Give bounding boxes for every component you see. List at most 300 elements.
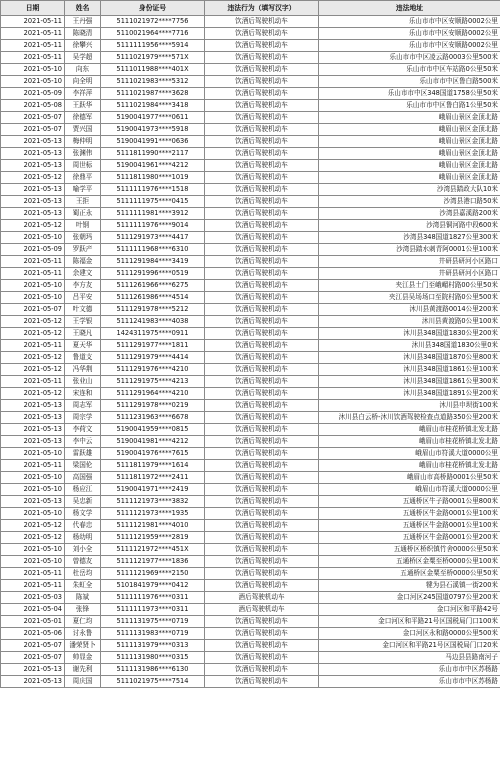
cell-violation: 饮酒后驾驶机动车 <box>205 472 319 484</box>
cell-id-number: 5111011988****401X <box>101 64 205 76</box>
cell-name: 王跃华 <box>65 100 101 112</box>
table-row <box>1 640 500 652</box>
cell-violation: 饮酒后驾驶机动车 <box>205 100 319 112</box>
cell-id-number: 5111291978****5212 <box>101 304 205 316</box>
cell-id-number: 5111291978****0219 <box>101 400 205 412</box>
cell-violation: 饮酒后驾驶机动车 <box>205 520 319 532</box>
cell-address: 乐山市市中区348国道1758公里50米 <box>319 88 500 100</box>
cell-name: 张渊伟 <box>65 148 101 160</box>
cell-name: 杨文学 <box>65 508 101 520</box>
cell-date: 2021-05-10 <box>1 484 65 496</box>
table-row <box>1 652 500 664</box>
cell-id-number: 5111131980****0315 <box>101 652 205 664</box>
table-row <box>1 184 500 196</box>
cell-address: 沐川县黄渡路0公里100米 <box>319 316 500 328</box>
header-violation: 违法行为（填写汉字） <box>205 1 319 16</box>
table-row <box>1 304 500 316</box>
cell-violation: 饮酒后驾驶机动车 <box>205 160 319 172</box>
cell-violation: 饮酒后驾驶机动车 <box>205 232 319 244</box>
cell-date: 2021-05-10 <box>1 232 65 244</box>
table-row <box>1 460 500 472</box>
cell-violation: 饮酒后驾驶机动车 <box>205 184 319 196</box>
cell-id-number: 5111241983****4038 <box>101 316 205 328</box>
cell-date: 2021-05-13 <box>1 208 65 220</box>
cell-address: 沙湾县踏水刺青阿0001公里100米 <box>319 244 500 256</box>
cell-address: 乐山市市中区苏杨路 <box>319 664 500 676</box>
cell-violation: 饮酒后驾驶机动车 <box>205 388 319 400</box>
cell-address: 沐川县348国道1891公里200米 <box>319 388 500 400</box>
cell-id-number: 5101841979****0412 <box>101 580 205 592</box>
cell-address: 五通桥区金粟至桥0000公里50米 <box>319 568 500 580</box>
cell-address: 五通桥区牛金路0001公里200米 <box>319 532 500 544</box>
cell-name: 宋连和 <box>65 388 101 400</box>
cell-date: 2021-05-12 <box>1 364 65 376</box>
cell-violation: 饮酒后驾驶机动车 <box>205 172 319 184</box>
cell-date: 2021-05-12 <box>1 388 65 400</box>
table-row <box>1 244 500 256</box>
cell-violation: 饮酒后驾驶机动车 <box>205 304 319 316</box>
cell-id-number: 5111021987****3628 <box>101 88 205 100</box>
cell-id-number: 5111291975****4213 <box>101 376 205 388</box>
cell-violation: 饮酒后驾驶机动车 <box>205 316 319 328</box>
header-name: 姓名 <box>65 1 101 16</box>
table-row <box>1 544 500 556</box>
cell-date: 2021-05-13 <box>1 160 65 172</box>
cell-address: 峨眉山景区金顶北路 <box>319 136 500 148</box>
cell-date: 2021-05-13 <box>1 436 65 448</box>
cell-address: 五通桥区金粟至桥0000公里100米 <box>319 556 500 568</box>
cell-date: 2021-05-12 <box>1 316 65 328</box>
cell-address: 峨眉山市符溪大道0000公里 <box>319 484 500 496</box>
table-row <box>1 436 500 448</box>
cell-name: 刘小全 <box>65 544 101 556</box>
cell-violation: 饮酒后驾驶机动车 <box>205 124 319 136</box>
cell-id-number: 5111021975****7514 <box>101 676 205 688</box>
cell-violation: 饮酒后驾驶机动车 <box>205 376 319 388</box>
cell-date: 2021-05-10 <box>1 556 65 568</box>
cell-violation: 饮酒后驾驶机动车 <box>205 652 319 664</box>
cell-name: 张锋 <box>65 604 101 616</box>
cell-name: 周志军 <box>65 400 101 412</box>
cell-address: 乐山市市中区安顺路0002公里 <box>319 28 500 40</box>
cell-id-number: 5111121973****1935 <box>101 508 205 520</box>
cell-address: 夹江县土门至峨嵋村路00公里50米 <box>319 280 500 292</box>
cell-id-number: 5190041981****4212 <box>101 436 205 448</box>
cell-date: 2021-05-11 <box>1 28 65 40</box>
cell-date: 2021-05-11 <box>1 376 65 388</box>
cell-id-number: 5111121959****2819 <box>101 532 205 544</box>
cell-name: 李中云 <box>65 436 101 448</box>
cell-id-number: 5190041959****0815 <box>101 424 205 436</box>
cell-violation: 饮酒后驾驶机动车 <box>205 580 319 592</box>
table-row <box>1 208 500 220</box>
cell-id-number: 5111291976****4210 <box>101 364 205 376</box>
cell-violation: 饮酒后驾驶机动车 <box>205 640 319 652</box>
cell-date: 2021-05-13 <box>1 424 65 436</box>
table-row <box>1 52 500 64</box>
cell-address: 乐山市市中区鲁白路500米 <box>319 76 500 88</box>
cell-name: 代春忠 <box>65 520 101 532</box>
cell-date: 2021-05-07 <box>1 304 65 316</box>
table-row <box>1 220 500 232</box>
cell-date: 2021-05-12 <box>1 172 65 184</box>
cell-address: 乐山市市中区安顺路0002公里 <box>319 40 500 52</box>
cell-name: 周庆国 <box>65 676 101 688</box>
cell-address: 峨眉山市桂花桥镇北发北路 <box>319 460 500 472</box>
cell-name: 夏仁均 <box>65 616 101 628</box>
cell-id-number: 5111291973****4417 <box>101 232 205 244</box>
table-row <box>1 232 500 244</box>
cell-id-number: 5111021984****3418 <box>101 100 205 112</box>
cell-date: 2021-05-11 <box>1 16 65 28</box>
cell-id-number: 5111811979****1614 <box>101 460 205 472</box>
cell-violation: 饮酒后驾驶机动车 <box>205 616 319 628</box>
cell-name: 陈福金 <box>65 256 101 268</box>
cell-address: 五通桥区牛子路0001公里800米 <box>319 496 500 508</box>
cell-name: 陈晓清 <box>65 28 101 40</box>
table-row <box>1 112 500 124</box>
cell-id-number: 5111261986****4514 <box>101 292 205 304</box>
cell-date: 2021-05-07 <box>1 652 65 664</box>
cell-date: 2021-05-04 <box>1 604 65 616</box>
cell-address: 峨眉山景区金顶北路 <box>319 148 500 160</box>
cell-date: 2021-05-13 <box>1 412 65 424</box>
cell-address: 峨眉山市符溪大道0000公里 <box>319 448 500 460</box>
cell-violation: 饮酒后驾驶机动车 <box>205 484 319 496</box>
cell-date: 2021-05-13 <box>1 196 65 208</box>
cell-address: 峨眉山景区金顶北路 <box>319 124 500 136</box>
cell-date: 2021-05-13 <box>1 676 65 688</box>
cell-violation: 饮酒后驾驶机动车 <box>205 400 319 412</box>
cell-date: 2021-05-08 <box>1 100 65 112</box>
cell-date: 2021-05-13 <box>1 184 65 196</box>
cell-id-number: 5111121981****4010 <box>101 520 205 532</box>
cell-address: 金口河区永和路0000公里500米 <box>319 628 500 640</box>
cell-id-number: 5111111976****1518 <box>101 184 205 196</box>
cell-violation: 饮酒后驾驶机动车 <box>205 136 319 148</box>
cell-address: 沙湾县港口路50米 <box>319 196 500 208</box>
cell-id-number: 5111131975****0719 <box>101 616 205 628</box>
cell-id-number: 5110021964****7716 <box>101 28 205 40</box>
cell-name: 曾德友 <box>65 556 101 568</box>
cell-date: 2021-05-13 <box>1 136 65 148</box>
cell-name: 张朝玛 <box>65 232 101 244</box>
table-body <box>1 16 500 688</box>
cell-name: 讨永鲁 <box>65 628 101 640</box>
cell-violation: 饮酒后驾驶机动车 <box>205 208 319 220</box>
cell-name: 蜀正永 <box>65 208 101 220</box>
table-row <box>1 76 500 88</box>
cell-address: 犍为县石溪镇一街200米 <box>319 580 500 592</box>
cell-violation: 饮酒后驾驶机动车 <box>205 292 319 304</box>
cell-id-number: 5111291984****3419 <box>101 256 205 268</box>
cell-address: 马边县县路南河子 <box>319 652 500 664</box>
cell-violation: 饮酒后驾驶机动车 <box>205 340 319 352</box>
cell-name: 王晓凡 <box>65 328 101 340</box>
cell-violation: 饮酒后驾驶机动车 <box>205 268 319 280</box>
cell-name: 徐德军 <box>65 112 101 124</box>
cell-name: 帅显金 <box>65 652 101 664</box>
cell-date: 2021-05-10 <box>1 64 65 76</box>
cell-name: 李方友 <box>65 280 101 292</box>
cell-violation: 饮酒后驾驶机动车 <box>205 28 319 40</box>
cell-date: 2021-05-11 <box>1 268 65 280</box>
cell-violation: 饮酒后驾驶机动车 <box>205 508 319 520</box>
cell-address: 峨眉山景区金顶北路 <box>319 172 500 184</box>
table-row <box>1 412 500 424</box>
table-row <box>1 580 500 592</box>
cell-date: 2021-05-10 <box>1 292 65 304</box>
cell-address: 乐山市市中区苏杨路 <box>319 676 500 688</box>
cell-violation: 饮酒后驾驶机动车 <box>205 436 319 448</box>
cell-date: 2021-05-11 <box>1 580 65 592</box>
table-row <box>1 148 500 160</box>
table-row <box>1 280 500 292</box>
table-row <box>1 496 500 508</box>
cell-date: 2021-05-11 <box>1 52 65 64</box>
cell-address: 金口河区和平路21号区国税局门口20米 <box>319 640 500 652</box>
cell-date: 2021-05-07 <box>1 640 65 652</box>
cell-name: 徐攀兴 <box>65 40 101 52</box>
cell-id-number: 5111811980****1019 <box>101 172 205 184</box>
table-row <box>1 28 500 40</box>
cell-name: 张业山 <box>65 376 101 388</box>
cell-date: 2021-05-12 <box>1 520 65 532</box>
cell-date: 2021-05-06 <box>1 628 65 640</box>
cell-address: 峨眉山市高桥路0001公里50米 <box>319 472 500 484</box>
table-row <box>1 400 500 412</box>
cell-name: 鲁道支 <box>65 352 101 364</box>
table-row <box>1 520 500 532</box>
cell-address: 乐山市市中区安顺路0002公里 <box>319 16 500 28</box>
cell-id-number: 5111111975****0415 <box>101 196 205 208</box>
cell-name: 王学银 <box>65 316 101 328</box>
cell-violation: 饮酒后驾驶机动车 <box>205 196 319 208</box>
cell-id-number: 5190041991****0636 <box>101 136 205 148</box>
cell-violation: 饮酒后驾驶机动车 <box>205 256 319 268</box>
table-row <box>1 676 500 688</box>
cell-address: 金口河区245国道0797公里200米 <box>319 592 500 604</box>
cell-name: 雷跃雄 <box>65 448 101 460</box>
cell-id-number: 5111231963****6678 <box>101 412 205 424</box>
cell-address: 沐川县白云桥-沐川饮酒驾驶检查点道路350公里200米 <box>319 412 500 424</box>
cell-violation: 饮酒后驾驶机动车 <box>205 496 319 508</box>
cell-date: 2021-05-12 <box>1 532 65 544</box>
cell-id-number: 5111131979****0313 <box>101 640 205 652</box>
cell-id-number: 5111121969****2150 <box>101 568 205 580</box>
cell-name: 叶文德 <box>65 304 101 316</box>
cell-violation: 饮酒后驾驶机动车 <box>205 352 319 364</box>
cell-violation: 饮酒后驾驶机动车 <box>205 76 319 88</box>
cell-id-number: 5111291979****4414 <box>101 352 205 364</box>
cell-violation: 饮酒后驾驶机动车 <box>205 244 319 256</box>
cell-violation: 饮酒后驾驶机动车 <box>205 220 319 232</box>
table-row <box>1 268 500 280</box>
header-address: 违法地址 <box>319 1 500 16</box>
cell-violation: 饮酒后驾驶机动车 <box>205 532 319 544</box>
cell-address: 五通桥区牛金路0001公里100米 <box>319 508 500 520</box>
cell-id-number: 5190041977****0611 <box>101 112 205 124</box>
cell-date: 2021-05-11 <box>1 568 65 580</box>
cell-violation: 饮酒后驾驶机动车 <box>205 544 319 556</box>
cell-address: 沐川县348国道1830公里200米 <box>319 328 500 340</box>
cell-violation: 饮酒后驾驶机动车 <box>205 424 319 436</box>
table-row <box>1 604 500 616</box>
cell-name: 杨应江 <box>65 484 101 496</box>
cell-id-number: 5190041961****4212 <box>101 160 205 172</box>
table-row <box>1 388 500 400</box>
cell-id-number: 5190041971****2419 <box>101 484 205 496</box>
cell-id-number: 5190041976****7615 <box>101 448 205 460</box>
cell-date: 2021-05-10 <box>1 280 65 292</box>
cell-date: 2021-05-10 <box>1 76 65 88</box>
table-row <box>1 568 500 580</box>
cell-name: 朱虹全 <box>65 580 101 592</box>
cell-date: 2021-05-13 <box>1 664 65 676</box>
table-row <box>1 256 500 268</box>
cell-name: 吴忠新 <box>65 496 101 508</box>
table-row <box>1 340 500 352</box>
cell-id-number: 5111131986****6130 <box>101 664 205 676</box>
cell-violation: 饮酒后驾驶机动车 <box>205 628 319 640</box>
cell-date: 2021-05-12 <box>1 328 65 340</box>
header-row <box>1 1 500 16</box>
cell-name: 冯华荆 <box>65 364 101 376</box>
cell-name: 余建文 <box>65 268 101 280</box>
table-row <box>1 352 500 364</box>
cell-name: 李祥萍 <box>65 88 101 100</box>
header-date: 日期 <box>1 1 65 16</box>
cell-violation: 饮酒后驾驶机动车 <box>205 412 319 424</box>
cell-address: 沙湾县348国道1827公里300米 <box>319 232 500 244</box>
cell-date: 2021-05-09 <box>1 244 65 256</box>
cell-id-number: 5111131983****0719 <box>101 628 205 640</box>
cell-date: 2021-05-07 <box>1 124 65 136</box>
cell-date: 2021-05-11 <box>1 256 65 268</box>
cell-address: 峨眉山市桂花桥镇北发北路 <box>319 424 500 436</box>
cell-address: 沙湾县铜河路中段600米 <box>319 220 500 232</box>
cell-date: 2021-05-11 <box>1 340 65 352</box>
cell-address: 沐川县348国道1861公里300米 <box>319 376 500 388</box>
cell-name: 吴学超 <box>65 52 101 64</box>
table-row <box>1 64 500 76</box>
cell-address: 金口河区和平路42号 <box>319 604 500 616</box>
table-row <box>1 160 500 172</box>
cell-violation: 饮酒后驾驶机动车 <box>205 664 319 676</box>
cell-date: 2021-05-12 <box>1 352 65 364</box>
table-row <box>1 376 500 388</box>
table-row <box>1 124 500 136</box>
cell-violation: 酒后驾驶机动车 <box>205 604 319 616</box>
table-row <box>1 316 500 328</box>
cell-id-number: 1424311975****0911 <box>101 328 205 340</box>
table-row <box>1 556 500 568</box>
cell-address: 井研县研河小区路口 <box>319 268 500 280</box>
cell-id-number: 5111811990****2117 <box>101 148 205 160</box>
cell-violation: 饮酒后驾驶机动车 <box>205 16 319 28</box>
cell-name: 向东 <box>65 64 101 76</box>
cell-date: 2021-05-10 <box>1 448 65 460</box>
cell-id-number: 5111111976****0311 <box>101 592 205 604</box>
cell-violation: 酒后驾驶机动车 <box>205 592 319 604</box>
cell-id-number: 5111121972****451X <box>101 544 205 556</box>
cell-name: 王拒 <box>65 196 101 208</box>
cell-date: 2021-05-07 <box>1 112 65 124</box>
cell-address: 井研县研河小区路口 <box>319 256 500 268</box>
cell-id-number: 5111111973****0311 <box>101 604 205 616</box>
cell-date: 2021-05-03 <box>1 592 65 604</box>
cell-name: 李荷文 <box>65 424 101 436</box>
cell-violation: 饮酒后驾驶机动车 <box>205 676 319 688</box>
cell-date: 2021-05-13 <box>1 148 65 160</box>
cell-name: 向全明 <box>65 76 101 88</box>
table-row <box>1 292 500 304</box>
table-row <box>1 472 500 484</box>
cell-id-number: 5111291964****4210 <box>101 388 205 400</box>
cell-name: 杜岳均 <box>65 568 101 580</box>
table-row <box>1 328 500 340</box>
cell-violation: 饮酒后驾驶机动车 <box>205 40 319 52</box>
header-id-number: 身份证号 <box>101 1 205 16</box>
cell-id-number: 5111111968****6310 <box>101 244 205 256</box>
cell-id-number: 5111291977****1811 <box>101 340 205 352</box>
cell-address: 金口河区和平路21号区国税局门口100米 <box>319 616 500 628</box>
cell-violation: 饮酒后驾驶机动车 <box>205 64 319 76</box>
cell-date: 2021-05-13 <box>1 400 65 412</box>
cell-id-number: 5111291996****0519 <box>101 268 205 280</box>
cell-address: 沙湾县踏政大队10米 <box>319 184 500 196</box>
cell-violation: 饮酒后驾驶机动车 <box>205 148 319 160</box>
cell-name: 喻学平 <box>65 184 101 196</box>
cell-address: 峨眉山景区金顶北路 <box>319 160 500 172</box>
cell-name: 罗跃产 <box>65 244 101 256</box>
cell-name: 谢先利 <box>65 664 101 676</box>
cell-address: 沐川县348国道1870公里800米 <box>319 352 500 364</box>
cell-address: 乐山市市中区凌云路0003公里500米 <box>319 52 500 64</box>
cell-address: 沐川县黄渡路0014公里200米 <box>319 304 500 316</box>
table-row <box>1 664 500 676</box>
cell-address: 乐山市市中区车站路0公里50米 <box>319 64 500 76</box>
table-row <box>1 136 500 148</box>
cell-address: 夹江县吴场场口至院村路0公里500米 <box>319 292 500 304</box>
cell-id-number: 5111121977****1836 <box>101 556 205 568</box>
cell-violation: 饮酒后驾驶机动车 <box>205 556 319 568</box>
cell-date: 2021-05-10 <box>1 472 65 484</box>
table-row <box>1 364 500 376</box>
cell-name: 周世标 <box>65 160 101 172</box>
cell-date: 2021-05-13 <box>1 496 65 508</box>
cell-address: 乐山市市中区鲁白路1公里50米 <box>319 100 500 112</box>
cell-id-number: 5111121973****3832 <box>101 496 205 508</box>
cell-id-number: 5111021972****7756 <box>101 16 205 28</box>
cell-address: 峨眉山景区金顶北路 <box>319 112 500 124</box>
cell-address: 沙湾县嘉溪路200米 <box>319 208 500 220</box>
cell-address: 峨眉山市桂花桥镇北发北路 <box>319 436 500 448</box>
cell-address: 沐川县348国道1830公里0米 <box>319 340 500 352</box>
cell-violation: 饮酒后驾驶机动车 <box>205 52 319 64</box>
cell-id-number: 5111021979****571X <box>101 52 205 64</box>
cell-id-number: 5111111981****3912 <box>101 208 205 220</box>
cell-violation: 饮酒后驾驶机动车 <box>205 448 319 460</box>
cell-id-number: 5190041973****5918 <box>101 124 205 136</box>
cell-address: 五通桥区牛金路0001公里100米 <box>319 520 500 532</box>
cell-violation: 饮酒后驾驶机动车 <box>205 460 319 472</box>
table-row <box>1 40 500 52</box>
table-row <box>1 616 500 628</box>
table-row <box>1 592 500 604</box>
table-row <box>1 100 500 112</box>
cell-date: 2021-05-10 <box>1 508 65 520</box>
